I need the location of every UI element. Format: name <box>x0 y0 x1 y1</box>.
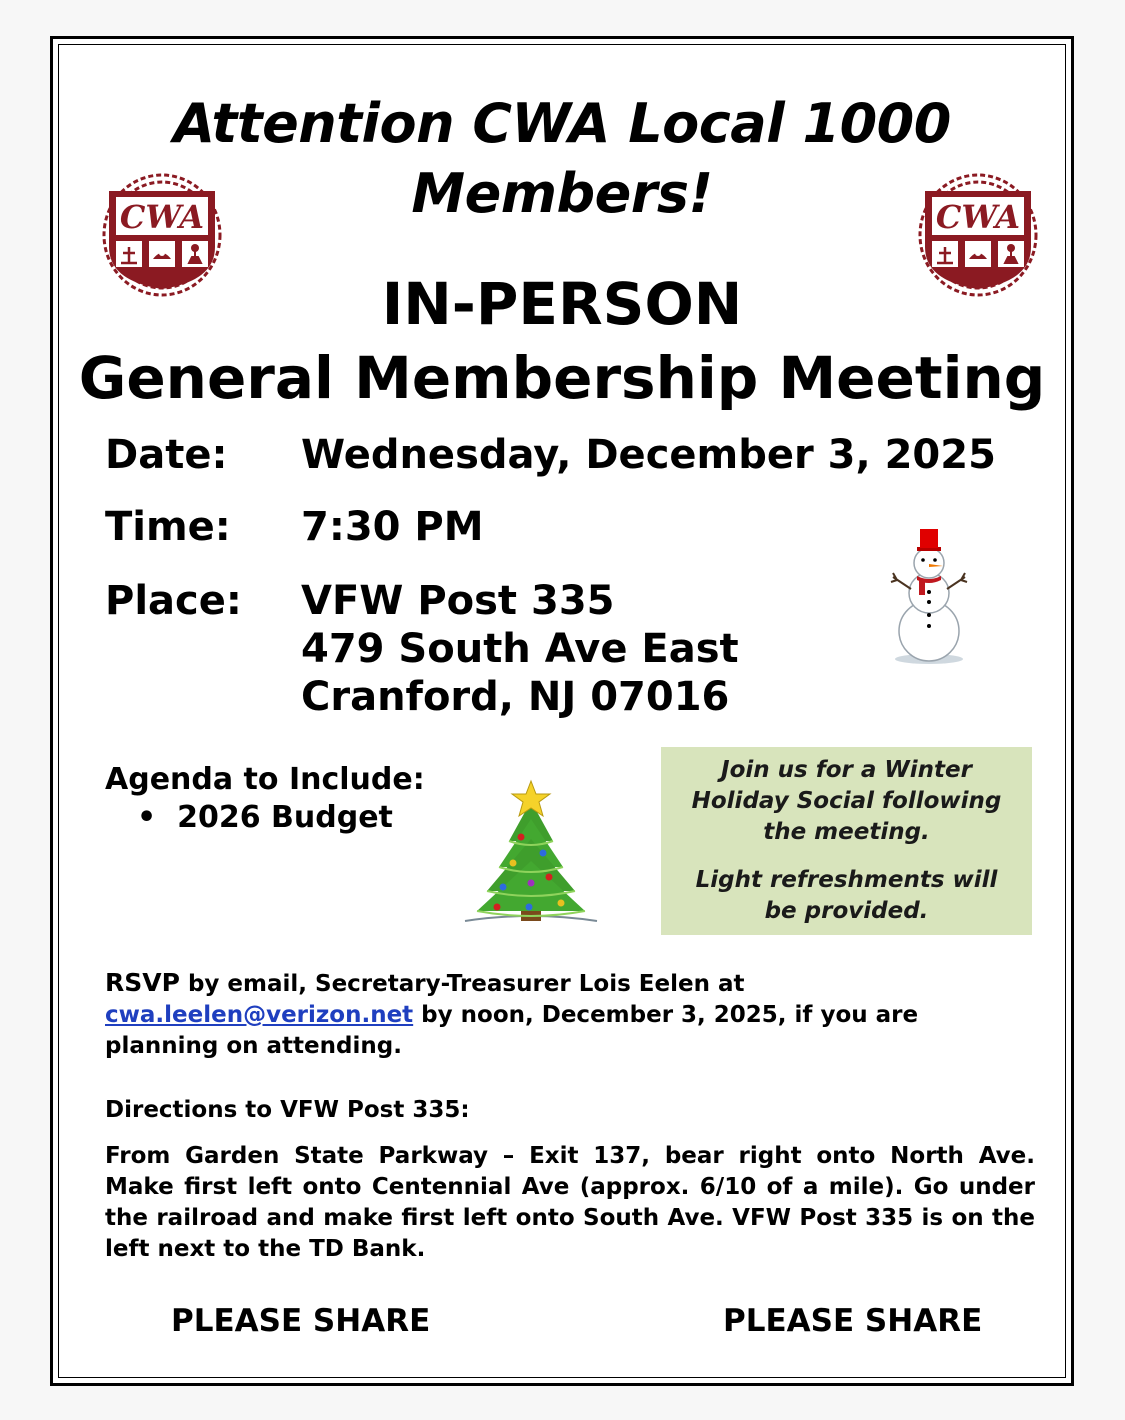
time-value: 7:30 PM <box>301 504 484 550</box>
flyer-page <box>50 36 1074 1386</box>
social-line-1: Join us for a Winter Holiday Social following the meeting. <box>691 757 1002 845</box>
headline-line-2: Members! <box>411 162 713 225</box>
agenda-item-text: 2026 Budget <box>177 800 393 835</box>
time-label: Time: <box>105 504 231 550</box>
title-in-person: IN-PERSON <box>381 270 743 338</box>
date-label: Date: <box>105 432 228 478</box>
please-share-left: PLEASE SHARE <box>171 1303 431 1339</box>
place-line-2: 479 South Ave East <box>301 626 739 672</box>
please-share-right: PLEASE SHARE <box>723 1303 983 1339</box>
social-line-2: Light refreshments will be provided. <box>695 867 998 924</box>
rsvp-text-1: by email, Secretary-Treasurer Lois Eelen at <box>179 971 745 997</box>
rsvp-email-link[interactable]: cwa.leelen@verizon.net <box>105 1002 414 1028</box>
cwa-logo-right-text: CWA <box>935 198 1021 236</box>
date-value: Wednesday, December 3, 2025 <box>301 432 996 478</box>
flyer-inner-border <box>58 44 1066 1378</box>
agenda-list-item: • 2026 Budget <box>137 800 393 835</box>
snowman-icon <box>889 529 969 665</box>
place-line-1: VFW Post 335 <box>301 578 615 624</box>
rsvp-text-2: by noon, December 3, 2025, if you are planning on attending. <box>105 1002 919 1059</box>
holiday-social-box <box>661 747 1032 935</box>
directions-heading: Directions to VFW Post 335: <box>105 1097 470 1123</box>
headline-line-1: Attention CWA Local 1000 <box>173 92 951 155</box>
place-label: Place: <box>105 578 242 624</box>
cwa-logo-left-text: CWA <box>119 198 205 236</box>
place-line-3: Cranford, NJ 07016 <box>301 674 730 720</box>
rsvp-paragraph <box>105 967 1035 1062</box>
directions-text: From Garden State Parkway – Exit 137, bear right onto North Ave. Make first left onto Centennial Ave (approx. 6/10 of a mile). Go under the railroad and make first left onto South Ave. VFW Post 335 is on the left next to the TD Bank. <box>105 1143 1035 1262</box>
agenda-heading: Agenda to Include: <box>105 762 425 797</box>
title-meeting: General Membership Meeting <box>78 344 1046 412</box>
rsvp-lead: RSVP <box>105 968 180 997</box>
christmas-tree-icon <box>459 779 603 933</box>
